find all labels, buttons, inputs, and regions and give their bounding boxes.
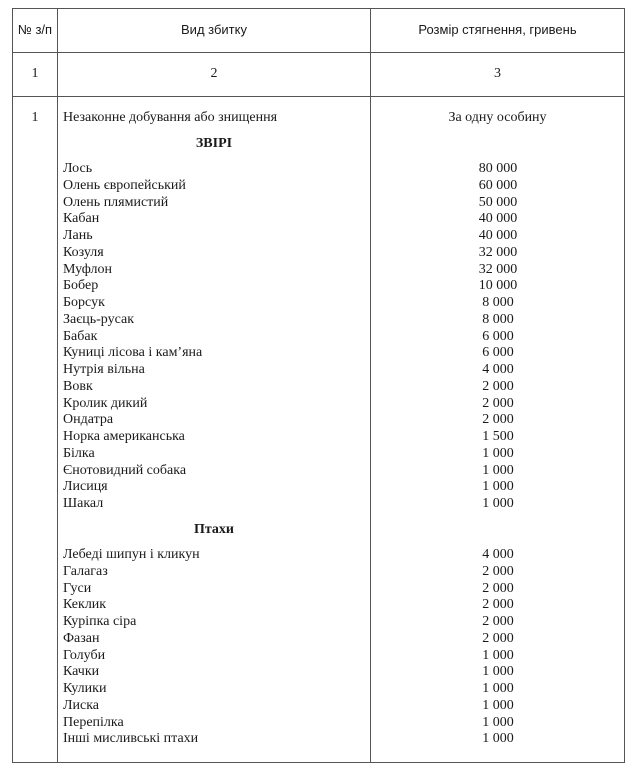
- table-divider-1: [57, 8, 58, 763]
- species-amount: 2 000: [482, 597, 514, 613]
- species-amount: 32 000: [478, 261, 518, 277]
- species-name: Куріпка сіра: [63, 614, 137, 629]
- section-heading: Птахи: [193, 522, 234, 537]
- species-amount: 8 000: [482, 295, 514, 310]
- entry-title: Незаконне добування або знищення: [63, 110, 278, 125]
- index-col-1: 1: [31, 66, 39, 81]
- species-amount: 1 000: [482, 647, 514, 663]
- species-name: Козуля: [63, 244, 104, 260]
- species-amount: 2 000: [482, 395, 514, 411]
- table-border-header: [12, 52, 625, 53]
- species-name: Єнотовидний собака: [63, 462, 187, 478]
- species-name: Норка американська: [63, 429, 185, 444]
- species-name: Лисиця: [63, 479, 108, 495]
- entry-number: 1: [31, 110, 39, 125]
- species-name: Бабак: [63, 328, 98, 344]
- species-name: Заєць-русак: [63, 311, 134, 327]
- species-amount: 2 000: [482, 580, 514, 596]
- table-border-index: [12, 96, 625, 97]
- species-amount: 32 000: [478, 244, 518, 260]
- species-name: Бобер: [63, 278, 99, 294]
- species-amount: 1 000: [482, 496, 514, 511]
- species-name: Гуси: [63, 580, 92, 596]
- species-amount: 60 000: [478, 177, 518, 193]
- index-col-3: 3: [494, 66, 501, 81]
- species-name: Голуби: [63, 647, 106, 663]
- species-name: Лось: [63, 161, 93, 176]
- species-amount: 2 000: [482, 630, 514, 646]
- species-amount: 50 000: [478, 194, 518, 210]
- species-amount: 1 000: [482, 681, 514, 696]
- header-number: № з/п: [17, 22, 53, 37]
- species-name: Кабан: [63, 211, 100, 227]
- species-amount: 1 000: [482, 462, 514, 478]
- species-name: Фазан: [63, 630, 100, 646]
- species-amount: 1 500: [482, 429, 514, 444]
- species-amount: 2 000: [482, 412, 514, 428]
- species-name: Олень плямистий: [63, 194, 169, 210]
- species-amount: 1 000: [482, 664, 514, 680]
- species-amount: 2 000: [482, 614, 514, 629]
- species-amount: 40 000: [478, 228, 518, 243]
- species-amount: 1 000: [482, 479, 514, 495]
- species-name: Кролик дикий: [63, 395, 148, 411]
- species-name: Лань: [63, 228, 93, 243]
- entry-unit: За одну особину: [448, 110, 547, 125]
- species-amount: 1 000: [482, 731, 514, 747]
- species-name: Інші мисливські птахи: [63, 731, 199, 747]
- species-name: Куниці лісова і кам’яна: [63, 345, 203, 361]
- species-name: Лиска: [63, 697, 100, 713]
- species-name: Олень європейський: [63, 177, 186, 193]
- species-amount: 1 000: [482, 697, 514, 713]
- header-type: Вид збитку: [181, 22, 247, 37]
- header-amount: Розмір стягнення, гривень: [418, 22, 577, 37]
- table-border-top: [12, 8, 625, 9]
- species-amount: 4 000: [482, 362, 514, 377]
- species-amount: 6 000: [482, 345, 514, 361]
- species-amount: 80 000: [478, 161, 518, 176]
- species-amount: 2 000: [482, 378, 514, 394]
- species-name: Борсук: [63, 295, 105, 310]
- species-name: Перепілка: [63, 714, 124, 730]
- species-name: Шакал: [63, 496, 104, 511]
- table-border-bottom: [12, 762, 625, 763]
- section-heading: ЗВІРІ: [195, 136, 233, 151]
- species-amount: 2 000: [482, 563, 514, 579]
- species-name: Нутрія вільна: [63, 362, 145, 377]
- species-amount: 10 000: [478, 278, 518, 294]
- species-name: Білка: [63, 445, 95, 461]
- species-amount: 40 000: [478, 211, 518, 227]
- species-amount: 4 000: [482, 547, 514, 562]
- species-name: Кеклик: [63, 597, 107, 613]
- species-name: Вовк: [63, 378, 93, 394]
- species-amount: 6 000: [482, 328, 514, 344]
- species-name: Ондатра: [63, 412, 114, 428]
- index-col-2: 2: [210, 66, 218, 81]
- species-name: Галагаз: [63, 563, 108, 579]
- species-amount: 1 000: [482, 714, 514, 730]
- table-border-right: [624, 8, 625, 763]
- species-amount: 1 000: [482, 445, 514, 461]
- species-name: Кулики: [63, 681, 107, 696]
- species-amount: 8 000: [482, 311, 514, 327]
- species-name: Муфлон: [63, 261, 112, 277]
- species-name: Лебеді шипун і кликун: [63, 547, 200, 562]
- species-name: Качки: [63, 664, 100, 680]
